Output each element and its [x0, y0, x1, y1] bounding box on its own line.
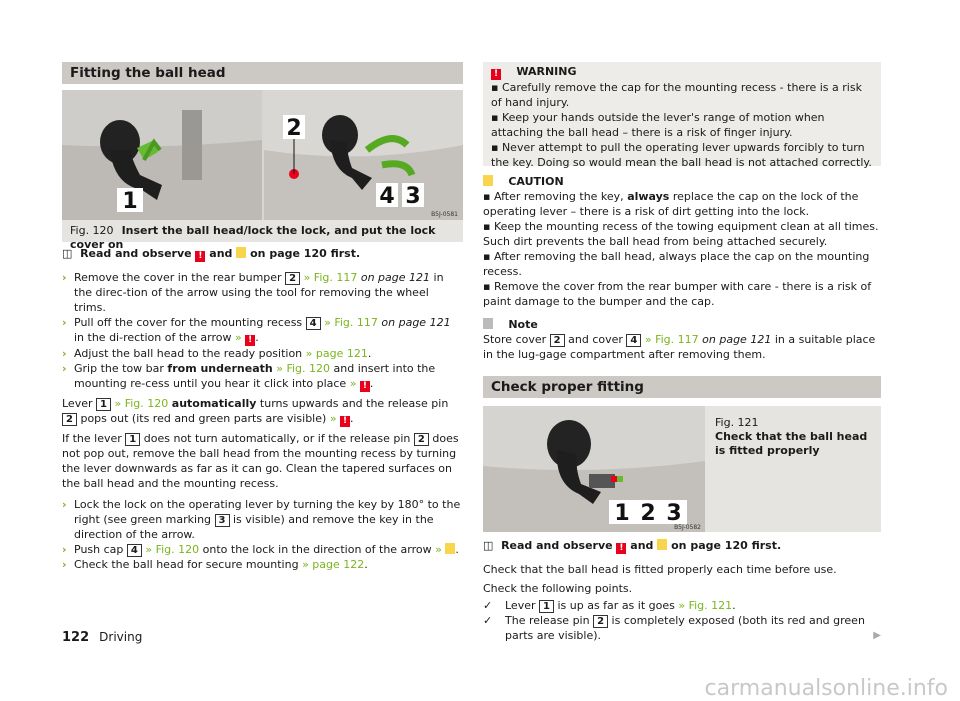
note-box	[483, 317, 881, 362]
step-lock-lock: › Lock the lock on the operating lever by turning the key by 180° to the right (see green marking 3 is visible) and remove the key in the direction of the arrow.	[62, 498, 461, 541]
link-fig-117[interactable]: » Fig. 117	[644, 333, 699, 346]
read-observe-line: ◫ Read and observe ! and on page 120 first.	[483, 539, 782, 553]
note-text: Store cover 2 and cover 4 » Fig. 117 on page 121 in a suitable place in the lug-gage compartment after removing them.	[483, 333, 876, 361]
figure-120-label-2: 2	[286, 116, 302, 141]
paragraph-check-points: Check the following points.	[483, 582, 633, 595]
caution-icon	[236, 247, 246, 258]
check-item-lever: ✓ Lever 1 is up as far as it goes » Fig. 121.	[483, 599, 736, 612]
figure-121-code: B5J-0582	[674, 524, 701, 531]
step-check-mounting: › Check the ball head for secure mounting » page 122.	[62, 558, 368, 571]
warning-icon: !	[360, 381, 370, 392]
key-2: 2	[550, 334, 565, 347]
key-1: 1	[539, 600, 554, 613]
link-fig-120[interactable]: » Fig. 120	[276, 362, 330, 375]
key-4: 4	[306, 317, 321, 330]
warning-icon: !	[340, 416, 350, 427]
figure-120-illustration	[62, 90, 463, 220]
link-fig-120[interactable]: » Fig. 120	[114, 397, 169, 410]
check-item-release-pin: ✓ The release pin 2 is completely exposed (both its red and green parts are visible). ▶	[483, 614, 881, 642]
figure-121-label-1: 1	[614, 501, 630, 526]
figure-121	[483, 406, 705, 532]
section-title-fitting: Fitting the ball head	[62, 62, 463, 84]
figure-121-label-2: 2	[640, 501, 656, 526]
caution-item: ▪ After removing the key, always replace the cap on the lock of the operating lever – there is a risk of dirt getting into the lock.	[483, 190, 859, 218]
step-push-cap: › Push cap 4 » Fig. 120 onto the lock in the direction of the arrow » .	[62, 543, 459, 556]
caution-icon	[445, 543, 455, 554]
figure-121-number: Fig. 121	[715, 416, 759, 429]
warning-icon: !	[195, 251, 205, 262]
caution-icon	[657, 539, 667, 550]
key-3: 3	[215, 514, 230, 527]
left-column	[62, 0, 463, 572]
caution-item: ▪ Remove the cover from the rear bumper with care - there is a risk of paint damage to the bumper and the cap.	[483, 280, 872, 308]
warning-item: ▪ Keep your hands outside the lever's range of motion when attaching the ball head – there is a risk of finger injury.	[491, 111, 825, 139]
page-number: 122	[62, 630, 90, 645]
read-icon: ◫	[62, 247, 73, 260]
link-page-122[interactable]: » page 122	[302, 558, 365, 571]
read-icon: ◫	[483, 539, 494, 552]
section-title-check-fitting: Check proper fitting	[483, 376, 881, 398]
checkmark-icon: ✓	[483, 599, 493, 612]
figure-121-caption	[705, 406, 881, 532]
key-4: 4	[626, 334, 641, 347]
caution-heading: CAUTION	[483, 174, 881, 189]
figure-121-block	[483, 406, 881, 532]
warning-heading: ! WARNING	[491, 64, 873, 80]
figure-120-caption	[62, 220, 463, 251]
figure-120-label-3: 3	[405, 184, 421, 209]
warning-item: ▪ Carefully remove the cap for the mounting recess - there is a risk of hand injury.	[491, 81, 862, 109]
step-remove-cover: › Remove the cover in the rear bumper 2 » Fig. 117 on page 121 in the direc-tion of the arrow using the tool for removing the wheel trims.	[62, 271, 444, 314]
link-fig-117[interactable]: » Fig. 117	[324, 316, 378, 329]
caution-icon	[483, 175, 493, 186]
watermark: carmanualsonline.info	[704, 676, 948, 701]
step-adjust-ball-head: › Adjust the ball head to the ready position » page 121.	[62, 347, 372, 360]
key-2: 2	[62, 413, 77, 426]
read-observe-line: ◫ Read and observe ! and on page 120 first.	[62, 247, 361, 261]
key-2: 2	[593, 615, 608, 628]
figure-120-caption-text: Insert the ball head/lock the lock, and put the lock cover on	[70, 224, 436, 251]
figure-120-number: Fig. 120	[70, 224, 114, 237]
figure-120-label-1: 1	[122, 189, 138, 214]
figure-120	[62, 90, 463, 220]
warning-icon: !	[245, 335, 255, 346]
link-fig-121[interactable]: » Fig. 121	[678, 599, 733, 612]
warning-item: ▪ Never attempt to pull the operating lever upwards forcibly to turn the key. Doing so would mean the ball head is not attached correctly.	[491, 141, 872, 169]
checkmark-icon: ✓	[483, 614, 493, 627]
paragraph-lever-automatic: Lever 1 » Fig. 120 automatically turns upwards and the release pin 2 pops out (its red and green parts are visible) » ! .	[62, 397, 449, 426]
key-4: 4	[127, 544, 142, 557]
figure-121-caption-text: Check that the ball head is fitted properly	[715, 430, 868, 457]
right-column	[483, 0, 881, 643]
note-heading: Note	[483, 317, 881, 332]
footer-section: Driving	[99, 630, 143, 644]
caution-item: ▪ Keep the mounting recess of the towing equipment clean at all times. Such dirt prevents the ball head from being attached securely.	[483, 220, 879, 248]
note-icon	[483, 318, 493, 329]
paragraph-check-before-use: Check that the ball head is fitted properly each time before use.	[483, 563, 837, 576]
key-2: 2	[285, 272, 300, 285]
warning-icon: !	[616, 543, 626, 554]
caution-item: ▪ After removing the ball head, always place the cap on the mounting recess.	[483, 250, 870, 278]
warning-icon: !	[491, 69, 501, 80]
key-1: 1	[96, 398, 111, 411]
paragraph-lever-not-turning: If the lever 1 does not turn automatically, or if the release pin 2 does not pop out, remove the ball head from the mounting recess by turning the lever downwards as far as it can go. Clean the tapered surfaces on the ball head and the mounting recess.	[62, 432, 459, 490]
key-1: 1	[125, 433, 140, 446]
step-grip-tow-bar: › Grip the tow bar from underneath » Fig. 120 and insert into the mounting re-cess until you hear it click into place » ! .	[62, 362, 436, 391]
warning-box	[483, 62, 881, 169]
figure-120-label-4: 4	[379, 184, 395, 209]
key-2: 2	[414, 433, 429, 446]
step-pull-cover: › Pull off the cover for the mounting recess 4 » Fig. 117 on page 121 in the di-rection of the arrow » ! .	[62, 316, 451, 345]
link-fig-120[interactable]: » Fig. 120	[145, 543, 200, 556]
caution-box	[483, 174, 881, 309]
figure-121-illustration	[483, 406, 705, 532]
link-fig-117[interactable]: » Fig. 117	[303, 271, 358, 284]
figure-121-label-3: 3	[666, 501, 682, 526]
figure-120-code: B5J-0581	[431, 211, 458, 218]
page-footer	[62, 630, 142, 645]
link-page-121[interactable]: » page 121	[305, 347, 368, 360]
continue-arrow-icon: ▶	[873, 630, 881, 641]
